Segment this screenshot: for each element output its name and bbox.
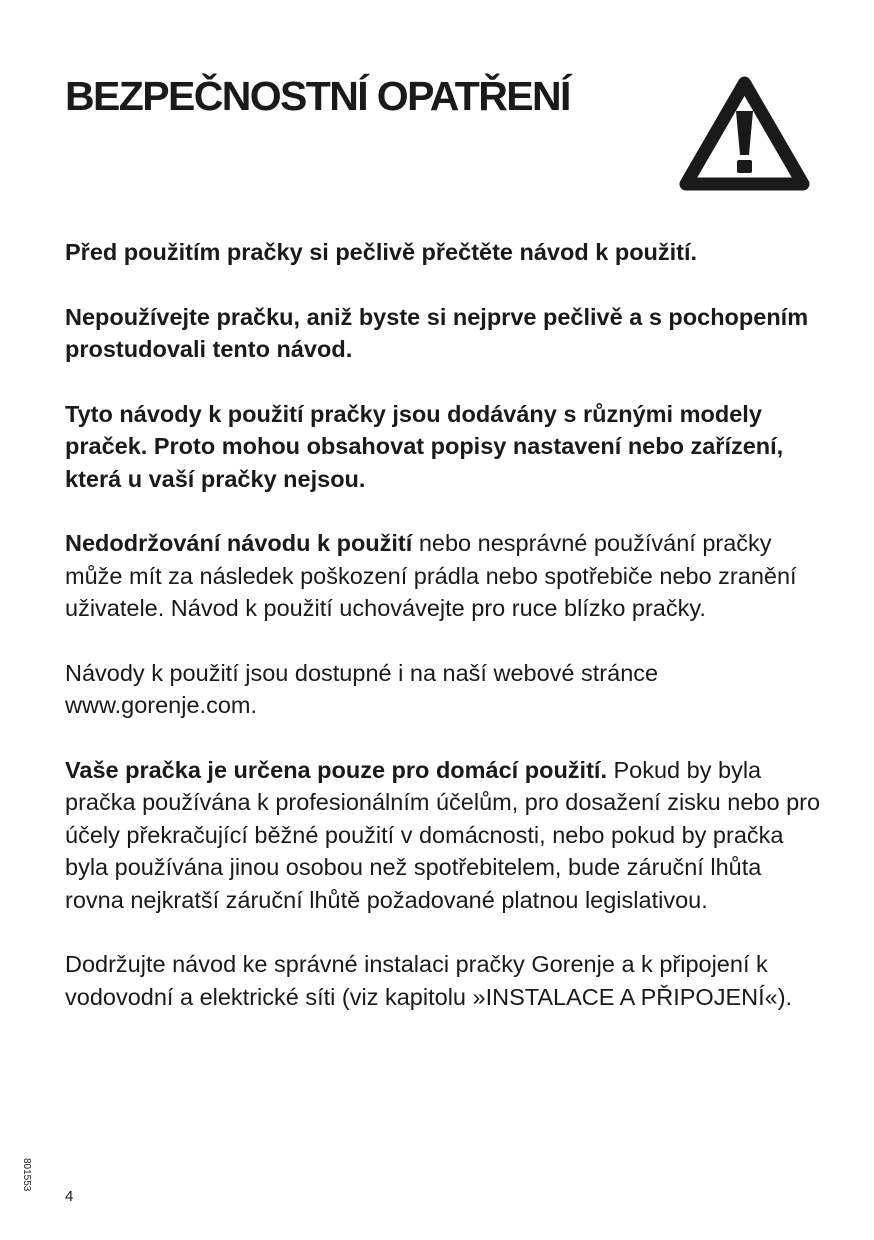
paragraph-domestic-use-body: Pokud by byla pračka používána k profesionálním účelům, pro dosažení zisku nebo pro účely překračující běžné použití v domácnosti, nebo pokud by pračka byla používána jinou osobou než spotřebitelem, bude záruční lhůta rovna nejkratší záruční lhůtě požadované platnou legislativou. <box>65 756 821 913</box>
warning-triangle-icon <box>677 73 812 194</box>
page-title: BEZPEČNOSTNÍ OPATŘENÍ <box>65 73 570 119</box>
paragraph-domestic-use <box>65 754 825 917</box>
paragraph-noncompliance-lead: Nedodržování návodu k použití <box>65 530 413 556</box>
paragraph-do-not-use: Nepoužívejte pračku, aniž byste si nejprve pečlivě a s pochopením prostudovali tento návod. <box>65 303 809 362</box>
paragraph-installation: Dodržujte návod ke správné instalaci pračky Gorenje a k připojení k vodovodní a elektrické síti (viz kapitolu »INSTALACE A PŘIPOJENÍ«). <box>65 951 793 1010</box>
paragraph-model-variants: Tyto návody k použití pračky jsou dodávány s různými modely praček. Proto mohou obsahovat popisy nastavení nebo zařízení, která u vaší pračky nejsou. <box>65 400 784 492</box>
paragraph-noncompliance <box>65 527 825 625</box>
paragraph-noncompliance-body: nebo nesprávné používání pračky může mít za následek poškození prádla nebo spotřebiče nebo zranění uživatele. Návod k použití uchovávejte pro ruce blízko pračky. <box>65 530 797 621</box>
document-code: 801553 <box>21 1158 32 1192</box>
safety-text <box>65 236 825 1045</box>
paragraph-domestic-use-lead: Vaše pračka je určena pouze pro domácí použití. <box>65 756 607 783</box>
paragraph-read-manual: Před použitím pračky si pečlivě přečtěte návod k použití. <box>65 239 698 265</box>
paragraph-website: Návody k použití jsou dostupné i na naší webové stránce www.gorenje.com. <box>65 659 659 718</box>
page-number: 4 <box>65 1188 74 1205</box>
